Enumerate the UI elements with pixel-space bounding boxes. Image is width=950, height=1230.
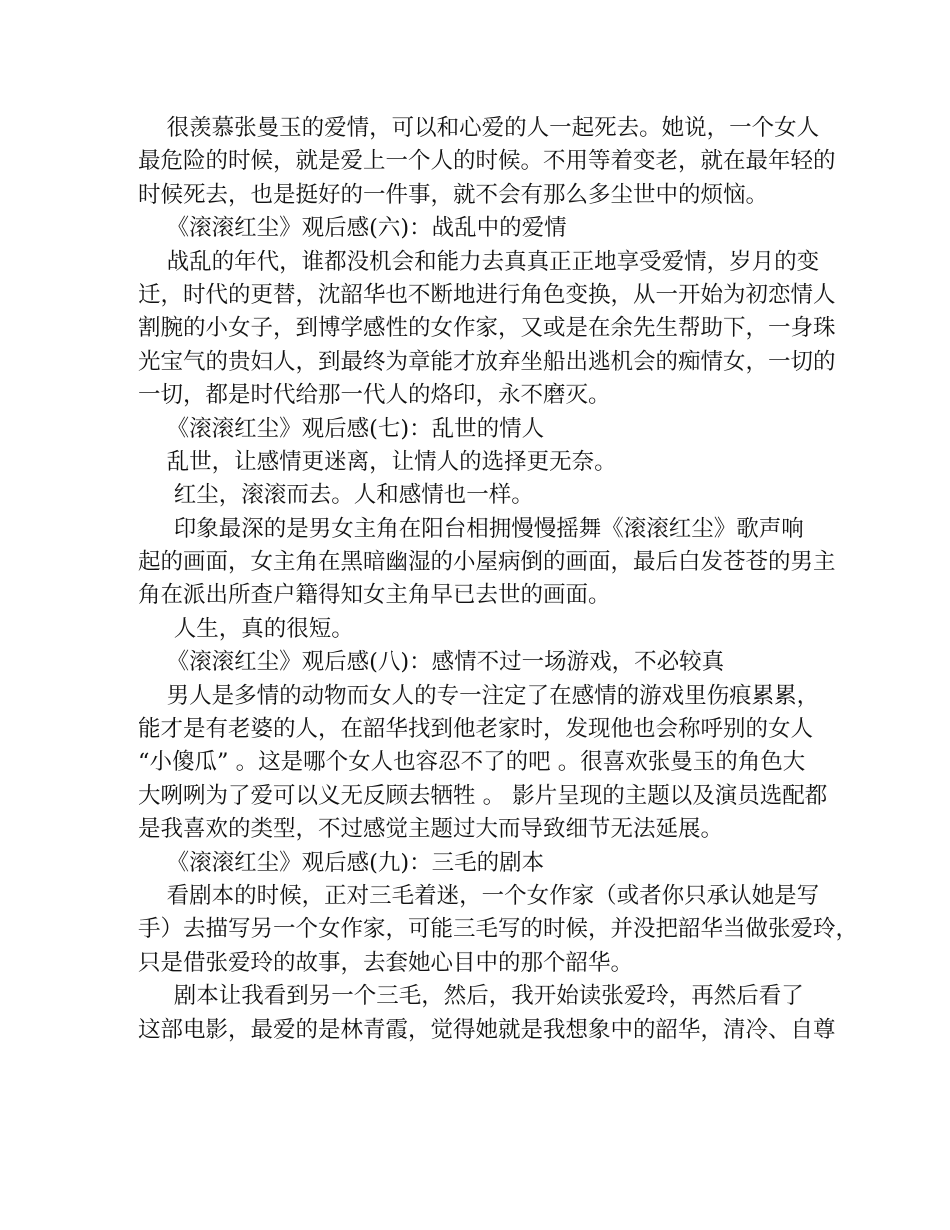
text-line: 光宝气的贵妇人，到最终为章能才放弃坐船出逃机会的痴情女，一切的 <box>138 348 836 375</box>
text-line: 男人是多情的动物而女人的专一注定了在感情的游戏里伤痕累累， <box>138 682 820 709</box>
section-heading: 《滚滚红尘》观后感(六)：战乱中的爱情 <box>138 215 567 242</box>
text-line: 一切，都是时代给那一代人的烙印，永不磨灭。 <box>138 382 611 409</box>
section-heading: 《滚滚红尘》观后感(八)：感情不过一场游戏，不必较真 <box>138 649 725 676</box>
text-line: 起的画面，女主角在黑暗幽湿的小屋病倒的画面，最后白发苍苍的男主 <box>138 549 836 576</box>
text-line: 大咧咧为了爱可以义无反顾去牺牲 。 影片呈现的主题以及演员选配都 <box>138 782 828 809</box>
section-heading: 《滚滚红尘》观后感(七)：乱世的情人 <box>138 415 545 442</box>
text-line: 能才是有老婆的人，在韶华找到他老家时，发现他也会称呼别的女人 <box>138 716 814 743</box>
document-body <box>138 112 859 1047</box>
text-line: 看剧本的时候，正对三毛着迷，一个女作家（或者你只承认她是写 <box>138 882 820 909</box>
text-line: 手）去描写另一个女作家，可能三毛写的时候，并没把韶华当做张爱玲， <box>138 916 859 943</box>
section-heading: 《滚滚红尘》观后感(九)：三毛的剧本 <box>138 849 545 876</box>
text-line: “小傻瓜” 。这是哪个女人也容忍不了的吧 。很喜欢张曼玉的角色大 <box>138 749 806 776</box>
text-line: 很羡慕张曼玉的爱情，可以和心爱的人一起死去。她说，一个女人 <box>138 115 820 141</box>
text-line: 割腕的小女子，到博学感性的女作家，又或是在余先生帮助下，一身珠 <box>138 315 836 342</box>
text-line: 这部电影，最爱的是林青霞，觉得她就是我想象中的韶华，清冷、自尊 <box>138 1016 836 1043</box>
text-line: 人生，真的很短。 <box>138 615 354 642</box>
text-line: 迁，时代的更替，沈韶华也不断地进行角色变换，从一开始为初恋情人 <box>138 281 836 308</box>
text-line: 最危险的时候，就是爱上一个人的时候。不用等着变老，就在最年轻的 <box>138 148 836 175</box>
text-line: 角在派出所查户籍得知女主角早已去世的画面。 <box>138 582 611 609</box>
text-line: 时候死去，也是挺好的一件事，就不会有那么多尘世中的烦恼。 <box>138 181 769 208</box>
text-line: 剧本让我看到另一个三毛，然后，我开始读张爱玲，再然后看了 <box>138 983 804 1010</box>
text-line: 战乱的年代，谁都没机会和能力去真真正正地享受爱情，岁月的变 <box>138 248 820 275</box>
text-line: 乱世，让感情更迷离，让情人的选择更无奈。 <box>138 448 617 475</box>
text-line: 红尘，滚滚而去。人和感情也一样。 <box>138 482 534 509</box>
text-line: 印象最深的是男女主角在阳台相拥慢慢摇舞《滚滚红尘》歌声响 <box>138 515 804 542</box>
text-line: 是我喜欢的类型，不过感觉主题过大而导致细节无法延展。 <box>138 816 724 843</box>
text-line: 只是借张爱玲的故事，去套她心目中的那个韶华。 <box>138 949 634 976</box>
